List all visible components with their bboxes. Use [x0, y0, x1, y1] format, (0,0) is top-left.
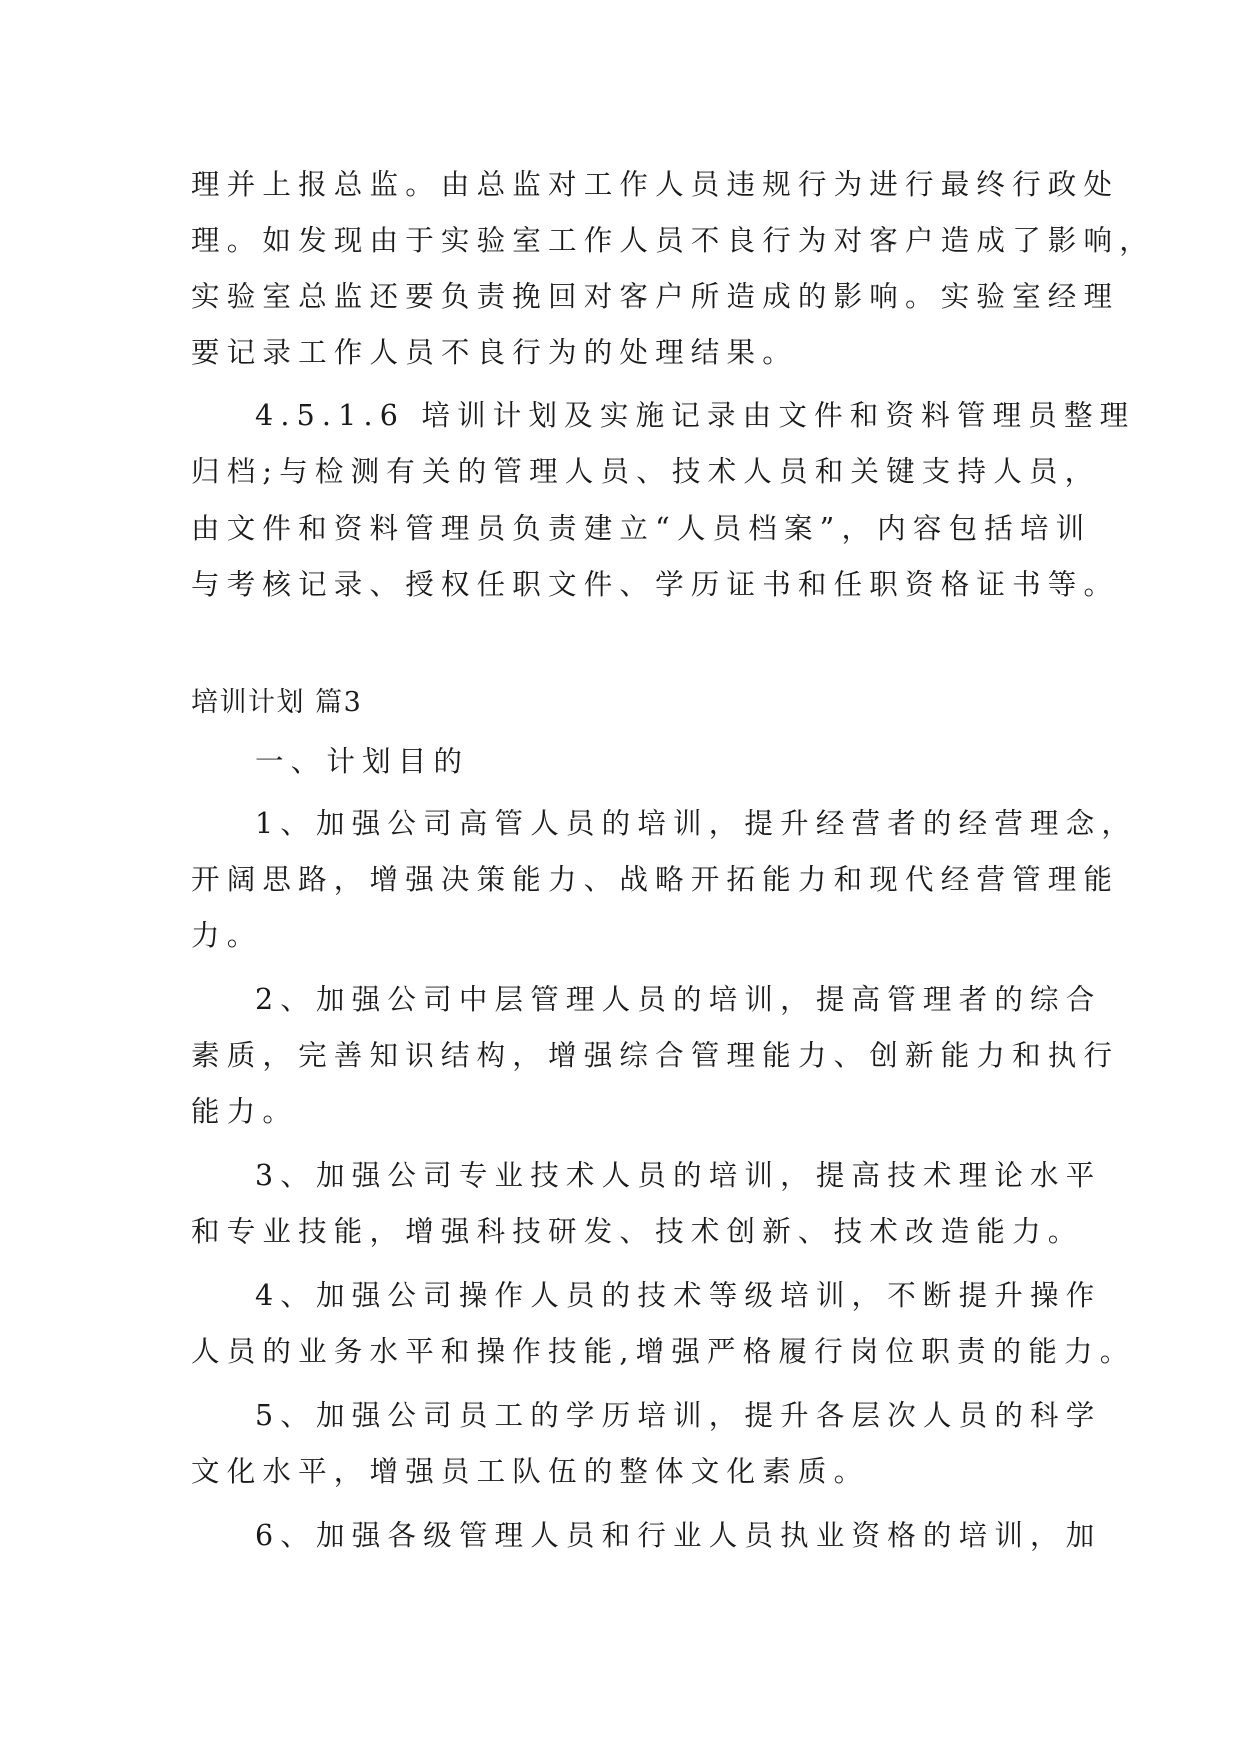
paragraph-line: 实验室总监还要负责挽回对客户所造成的影响。实验室经理	[191, 280, 1120, 313]
paragraph-line: 与考核记录、授权任职文件、学历证书和任职资格证书等。	[191, 568, 1120, 601]
paragraph-line: 6、加强各级管理人员和行业人员执业资格的培训，加	[255, 1519, 1102, 1552]
subheading: 一、计划目的	[255, 745, 470, 778]
paragraph-line: 素质，完善知识结构，增强综合管理能力、创新能力和执行	[191, 1039, 1120, 1072]
paragraph-line: 2、加强公司中层管理人员的培训，提高管理者的综合	[255, 983, 1102, 1016]
paragraph-line: 1、加强公司高管人员的培训，提升经营者的经营理念，	[255, 807, 1138, 840]
paragraph-line: 力。	[191, 919, 263, 952]
paragraph-line: 理。如发现由于实验室工作人员不良行为对客户造成了影响，	[191, 224, 1155, 257]
paragraph-line: 由文件和资料管理员负责建立“人员档案”，内容包括培训	[191, 512, 1092, 545]
paragraph-line: 归档;与检测有关的管理人员、技术人员和关键支持人员，	[191, 455, 1101, 488]
paragraph-line: 开阔思路，增强决策能力、战略开拓能力和现代经营管理能	[191, 863, 1120, 896]
paragraph-line: 文化水平，增强员工队伍的整体文化素质。	[191, 1455, 870, 1488]
paragraph-line: 和专业技能，增强科技研发、技术创新、技术改造能力。	[191, 1215, 1084, 1248]
paragraph-line: 人员的业务水平和操作技能,增强严格履行岗位职责的能力。	[191, 1335, 1136, 1368]
paragraph-line: 能力。	[191, 1095, 299, 1128]
paragraph-line: 3、加强公司专业技术人员的培训，提高技术理论水平	[255, 1159, 1102, 1192]
paragraph-line: 4、加强公司操作人员的技术等级培训，不断提升操作	[255, 1279, 1102, 1312]
paragraph-line: 要记录工作人员不良行为的处理结果。	[191, 336, 798, 369]
paragraph-line: 4.5.1.6 培训计划及实施记录由文件和资料管理员整理	[255, 399, 1136, 432]
paragraph-line: 理并上报总监。由总监对工作人员违规行为进行最终行政处	[191, 168, 1120, 201]
section-heading: 培训计划 篇3	[191, 687, 363, 718]
paragraph-line: 5、加强公司员工的学历培训，提升各层次人员的科学	[255, 1399, 1102, 1432]
